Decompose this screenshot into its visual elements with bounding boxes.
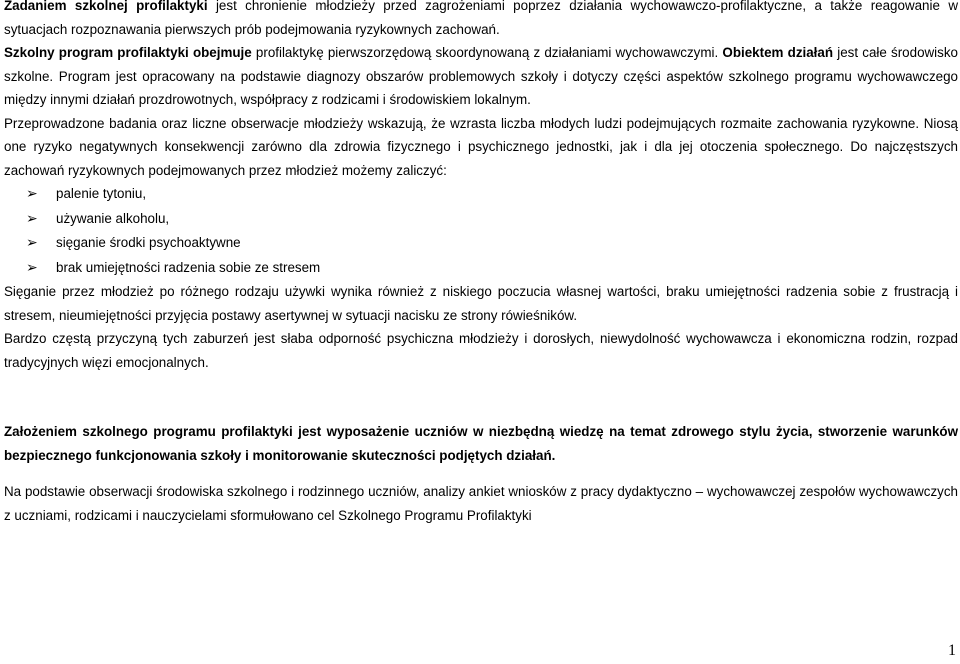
spacer (4, 397, 958, 420)
intro-text: jest chronienie młodzieży przed zagrożeniami poprzez działania wychowawczo-profilaktyczne, a także reagowanie w sytuacjach rozpoznawania pierwszych prób podejmowania ryzykownych zachowań. (4, 0, 958, 37)
paragraph-program-scope (4, 41, 958, 112)
document-page (4, 0, 958, 527)
arrow-bullet-icon: ➢ (26, 209, 38, 226)
list-item (4, 256, 958, 281)
paragraph-intro (4, 0, 958, 41)
list-item (4, 182, 958, 207)
paragraph-research: Przeprowadzone badania oraz liczne obserwacje młodzieży wskazują, że wzrasta liczba młodych ludzi podejmujących rozmaite zachowania ryzykowne. Niosą one ryzyko negatywnych konsekwencji zarówno dla zdrowia fizycznego i psychicznego jednostki, jak i dla jej otoczenia społecznego. Do najczęstszych zachowań ryzykownych podejmowanych przez młodzież możemy zaliczyć: (4, 115, 958, 178)
program-scope-text-2: jest całe środowisko szkolne. Program jest opracowany na podstawie diagnozy obszarów problemowych szkoły i dotyczy części aspektów szkolnego programu wychowawczego między innymi działań prozdrowotnych, współpracy z rodzicami i środowiskiem lokalnym. (4, 45, 958, 107)
paragraph-program-assumption: Założeniem szkolnego programu profilaktyki jest wyposażenie uczniów w niezbędną wiedzę na temat zdrowego stylu życia, stworzenie warunków bezpiecznego funkcjonowania szkoły i monitorowanie skuteczności podjętych działań. (4, 424, 958, 463)
list-item (4, 231, 958, 256)
list-item-text: brak umiejętności radzenia sobie ze stresem (56, 259, 321, 275)
paragraph-disorders: Bardzo częstą przyczyną tych zaburzeń jest słaba odporność psychiczna młodzieży i dorosłych, niewydolność wychowawcza i ekonomiczna rodzin, rozpad tradycyjnych więzi emocjonalnych. (4, 331, 958, 370)
program-scope-lead: Szkolny program profilaktyki obejmuje (4, 45, 252, 60)
spacer (4, 374, 958, 397)
paragraph-causes: Sięganie przez młodzież po różnego rodzaju używki wynika również z niskiego poczucia własnej wartości, braku umiejętności radzenia sobie z frustracją i stresem, nieumiejętności przyjęcia postawy asertywnej w sytuacji nacisku ze strony rówieśników. (4, 284, 958, 323)
arrow-bullet-icon: ➢ (26, 258, 38, 275)
paragraph-goal-basis: Na podstawie obserwacji środowiska szkolnego i rodzinnego uczniów, analizy ankiet wniosków z pracy dydaktyczno – wychowawczej zespołów wychowawczych z uczniami, rodzicami i nauczycielami sformułowano cel Szkolnego Programu Profilaktyki (4, 484, 958, 523)
arrow-bullet-icon: ➢ (26, 234, 38, 250)
page-number: 1 (948, 641, 956, 659)
intro-lead: Zadaniem szkolnej profilaktyki (4, 0, 208, 13)
list-item-text: palenie tytoniu, (56, 186, 147, 201)
arrow-bullet-icon: ➢ (26, 185, 38, 201)
spacer (4, 467, 958, 480)
list-item-text: używanie alkoholu, (56, 210, 170, 226)
program-scope-text-1: profilaktykę pierwszorzędową skoordynowaną z działaniami wychowawczymi. (251, 45, 723, 60)
risk-behaviours-list (4, 182, 958, 280)
program-scope-bold: Obiektem działań (722, 45, 834, 60)
list-item-text: sięganie środki psychoaktywne (56, 235, 241, 250)
list-item (4, 207, 958, 232)
